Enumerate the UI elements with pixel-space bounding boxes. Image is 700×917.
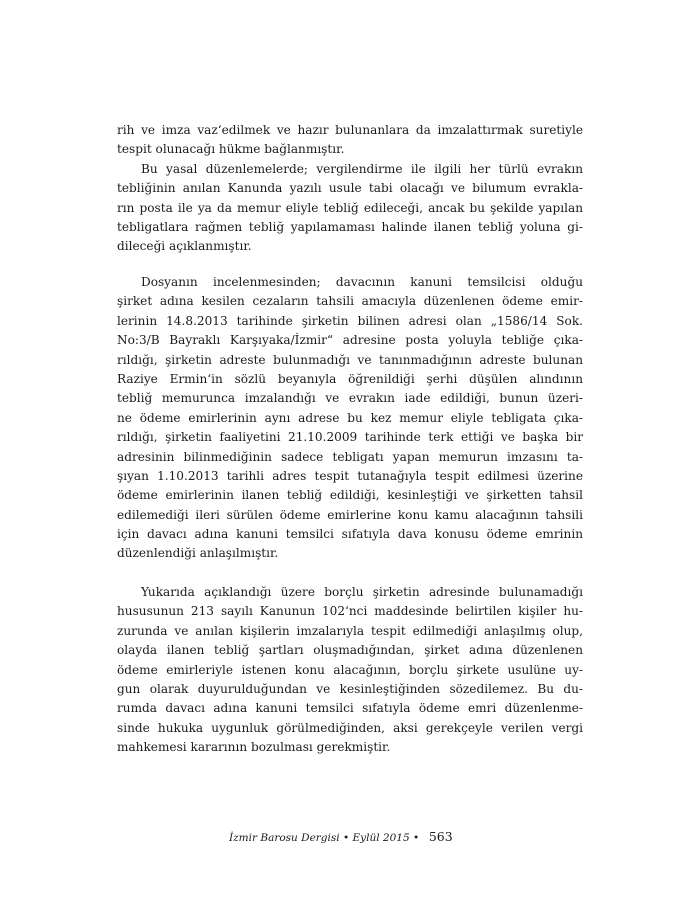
paragraph-line: tespit olunacağı hükme bağlanmıştır.	[117, 142, 345, 157]
paragraph-line: Bu yasal düzenlemelerde; vergilendirme ile ilgili her türlü evrakın	[141, 161, 583, 176]
paragraph-line: rıldığı, şirketin adreste bulunmadığı ve tanınmadığının adreste bulunan	[117, 352, 583, 367]
paragraph-line: rumda davacı adına kanuni temsilci sıfatıyla ödeme emri düzenlenme-	[117, 701, 583, 716]
paragraph-line: mahkemesi kararının bozulması gerekmiştir.	[117, 740, 391, 755]
paragraph-line: ne ödeme emirlerinin aynı adrese bu kez memur eliyle tebligata çıka-	[117, 410, 583, 425]
paragraph-line: için davacı adına kanuni temsilci sıfatıyla dava konusu ödeme emrinin	[117, 527, 583, 542]
paragraph-line: hususunun 213 sayılı Kanunun 102‘nci maddesinde belirtilen kişiler hu-	[117, 604, 583, 619]
paragraph-line: tebliğinin anılan Kanunda yazılı usule tabi olacağı ve bilumum evrakla-	[117, 181, 583, 196]
paragraph-line: olayda ilanen tebliğ şartları oluşmadığından, şirket adına düzenlenen	[117, 643, 583, 658]
paragraph-line: Yukarıda açıklandığı üzere borçlu şirketin adresinde bulunamadığı	[141, 585, 583, 599]
paragraph-line: tebliğ memurunca imzalandığı ve evrakın iade edildiği, bunun üzeri-	[117, 391, 583, 406]
paragraph-line: ödeme emirleriyle istenen konu alacağının, borçlu şirkete usulüne uy-	[117, 662, 583, 677]
paragraph-line: dileceği açıklanmıştır.	[117, 239, 252, 254]
text-block-middle	[117, 273, 583, 564]
paragraph-line: rın posta ile ya da memur eliyle tebliğ edileceği, ancak bu şekilde yapılan	[117, 200, 583, 215]
page-number: 563	[428, 829, 453, 844]
paragraph-line: ödeme emirlerinin ilanen tebliğ edildiği, kesinleştiği ve şirketten tahsil	[117, 488, 583, 503]
paragraph-line: edilemediği ileri sürülen ödeme emirlerine konu kamu alacağının tahsili	[117, 507, 583, 522]
paragraph-line: No:3/B Bayraklı Karşıyaka/İzmir“ adresine posta yoluyla tebliğe çıka-	[117, 333, 583, 348]
text-block-top	[117, 121, 583, 257]
paragraph-line: zurunda ve anılan kişilerin imzalarıyla tespit edilmediği anlaşılmış olup,	[117, 623, 583, 638]
paragraph-line: şıyan 1.10.2013 tarihli adres tespit tutanağıyla tespit edilmesi üzerine	[117, 468, 583, 483]
paragraph-line: rıldığı, şirketin faaliyetini 21.10.2009 tarihinde terk ettiği ve başka bir	[117, 430, 583, 445]
paragraph-line: sinde hukuka uygunluk görülmediğinden, aksi gerekçeyle verilen vergi	[117, 720, 583, 735]
paragraph-line: lerinin 14.8.2013 tarihinde şirketin bilinen adresi olan „1586/14 Sok.	[117, 313, 583, 328]
paragraph-line: düzenlendiği anlaşılmıştır.	[117, 546, 279, 561]
paragraph-line: şirket adına kesilen cezaların tahsili amacıyla düzenlenen ödeme emir-	[117, 294, 583, 309]
page-footer	[229, 829, 453, 844]
journal-name: İzmir Barosu Dergisi • Eylül 2015 •	[229, 832, 420, 844]
paragraph-line: adresinin bilinmediğinin sadece tebligatı yapan memurun imzasını ta-	[117, 449, 583, 464]
paragraph-line: Raziye Ermin‘in sözlü beyanıyla öğrenildiği şerhi düşülen alındının	[117, 371, 583, 386]
paragraph-line: rih ve imza vaz‘edilmek ve hazır bulunanlara da imzalattırmak suretiyle	[117, 123, 583, 137]
paragraph-line: tebligatlara rağmen tebliğ yapılamaması halinde ilanen tebliğ yoluna gi-	[117, 219, 583, 234]
text-block-bottom	[117, 583, 583, 758]
paragraph-line: gun olarak duyurulduğundan ve kesinleştiğinden sözedilemez. Bu du-	[117, 681, 583, 696]
paragraph-line: Dosyanın incelenmesinden; davacının kanuni temsilcisi olduğu	[141, 275, 583, 289]
